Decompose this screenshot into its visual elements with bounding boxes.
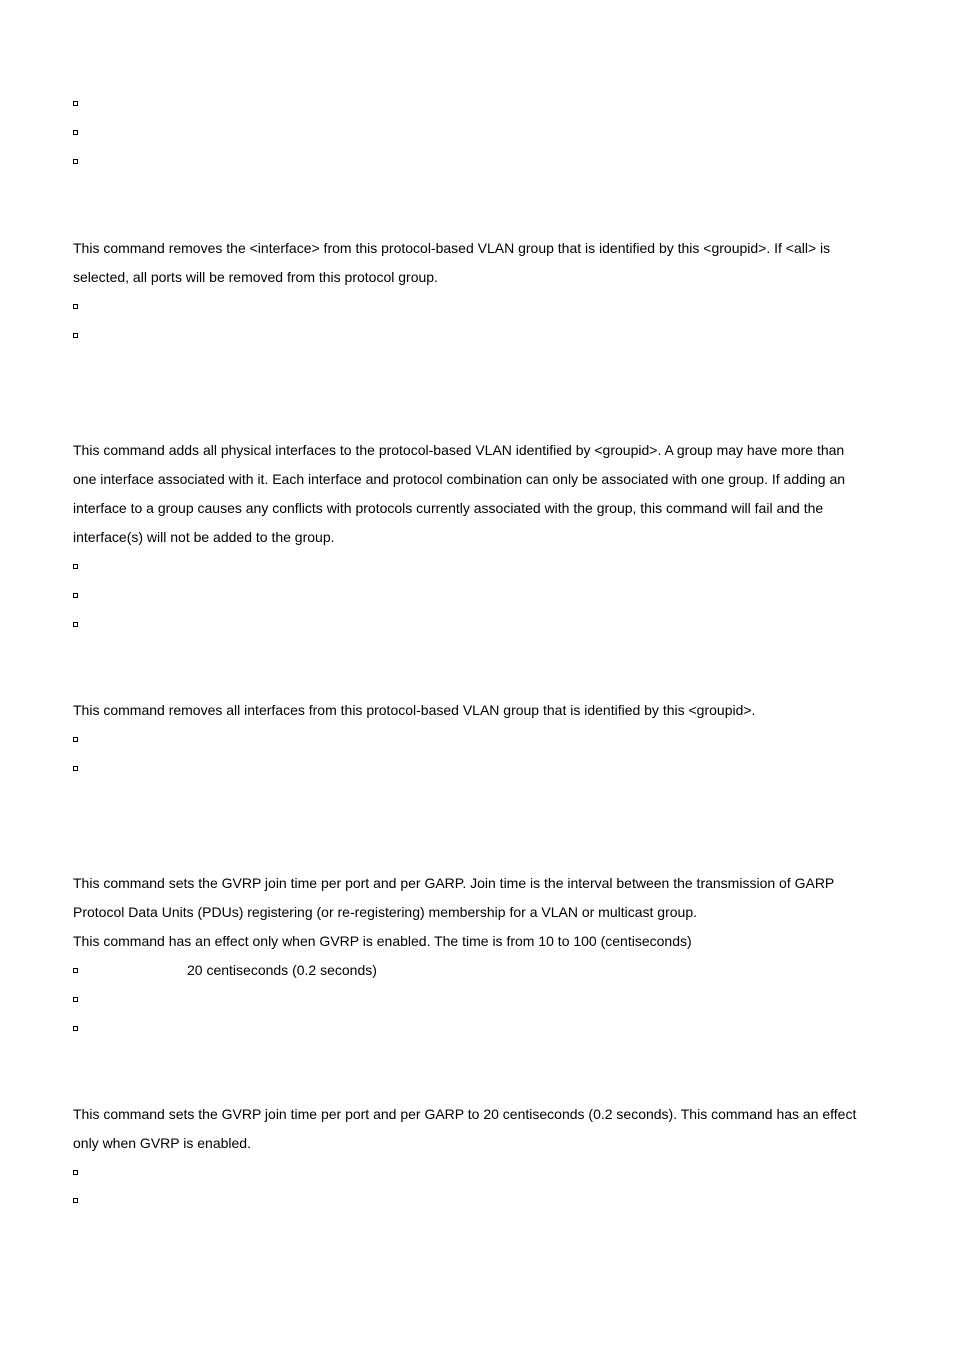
- paragraph-line: This command removes all interfaces from this protocol-based VLAN group that is identified by this <groupid>.: [73, 702, 756, 718]
- bullet-marker: [73, 1170, 78, 1175]
- bullet-marker: [73, 101, 78, 106]
- paragraph-line: This command removes the <interface> from this protocol-based VLAN group that is identified by this <groupid>. If <all> is: [73, 240, 831, 256]
- paragraph-line: This command adds all physical interfaces to the protocol-based VLAN identified by <groupid>. A group may have more than: [73, 442, 845, 458]
- bullet-marker: [73, 304, 78, 309]
- bullet-marker: [73, 997, 78, 1002]
- paragraph-line: This command sets the GVRP join time per port and per GARP to 20 centiseconds (0.2 seconds). This command has an effect: [73, 1106, 857, 1122]
- paragraph-line: Protocol Data Units (PDUs) registering (or re-registering) membership for a VLAN or multicast group.: [73, 904, 697, 920]
- bullet-marker: [73, 622, 78, 627]
- bullet-marker: [73, 968, 78, 973]
- bullet-marker: [73, 333, 78, 338]
- bullet-marker: [73, 130, 78, 135]
- paragraph-line: selected, all ports will be removed from this protocol group.: [73, 269, 438, 285]
- paragraph-line: interface(s) will not be added to the group.: [73, 529, 335, 545]
- bullet-marker: [73, 766, 78, 771]
- paragraph-line: interface to a group causes any conflicts with protocols currently associated with the group, this command will fail and the: [73, 500, 824, 516]
- default-value-text: 20 centiseconds (0.2 seconds): [187, 962, 377, 978]
- bullet-marker: [73, 593, 78, 598]
- paragraph-line: This command has an effect only when GVRP is enabled. The time is from 10 to 100 (centiseconds): [73, 933, 692, 949]
- paragraph-line: only when GVRP is enabled.: [73, 1135, 251, 1151]
- bullet-marker: [73, 564, 78, 569]
- paragraph-line: one interface associated with it. Each interface and protocol combination can only be associated with one group. If adding an: [73, 471, 846, 487]
- paragraph-line: This command sets the GVRP join time per port and per GARP. Join time is the interval between the transmission of GARP: [73, 875, 835, 891]
- bullet-marker: [73, 737, 78, 742]
- bullet-marker: [73, 1198, 78, 1203]
- bullet-marker: [73, 1026, 78, 1031]
- bullet-marker: [73, 159, 78, 164]
